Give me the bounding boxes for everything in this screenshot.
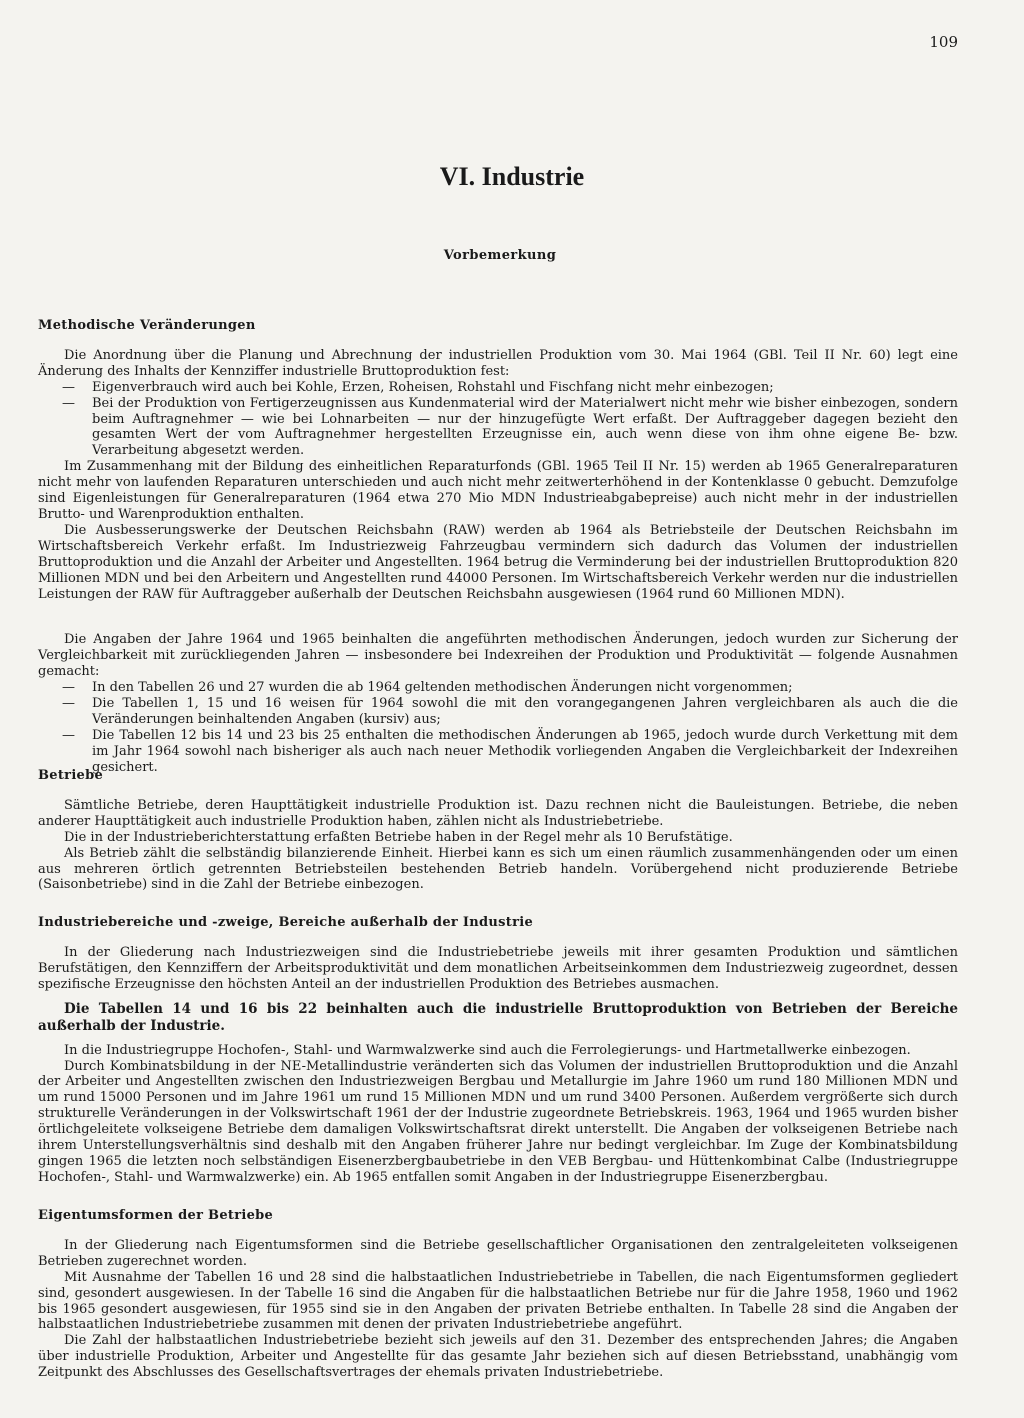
paragraph: Sämtliche Betriebe, deren Haupttätigkeit industrielle Produktion ist. Dazu rechnen nicht die Bauleistungen. Betriebe, die neben anderer Haupttätigkeit auch industrielle Produktion haben, zählen nicht als Industriebetriebe. xyxy=(38,797,958,829)
section-heading: Methodische Veränderungen xyxy=(38,318,256,333)
section-heading: Eigentumsformen der Betriebe xyxy=(38,1208,274,1223)
paragraph: Die Zahl der halbstaatlichen Industriebetriebe bezieht sich jeweils auf den 31. Dezember des entsprechenden Jahres; die Angaben über industrielle Produktion, Arbeiter und Angestellte für das gesamte Jahr beziehen sich auf diesen Betriebsstand, unabhängig vom Zeitpunkt des Abschlusses des Gesellschaftsvertrages der ehemals privaten Industriebetriebe. xyxy=(38,1333,958,1381)
dash-list xyxy=(38,380,958,460)
section-heading: Industriebereiche und -zweige, Bereiche außerhalb der Industrie xyxy=(38,915,534,930)
list-item: — Eigenverbrauch wird auch bei Kohle, Erzen, Roheisen, Rohstahl und Fischfang nicht mehr einbezogen; xyxy=(62,380,958,396)
list-item: — Die Tabellen 1, 15 und 16 weisen für 1964 sowohl die mit den vorangegangenen Jahren vergleichbaren als auch die die Veränderungen beinhaltenden Angaben (kursiv) aus; xyxy=(62,696,958,728)
paragraph: In die Industriegruppe Hochofen-, Stahl- und Warmwalzwerke sind auch die Ferrolegierungs- und Hartmetallwerke einbezogen. xyxy=(64,1042,911,1058)
paragraph: In der Gliederung nach Eigentumsformen sind die Betriebe gesellschaftlicher Organisationen den zentralgeleiteten volkseigenen Betrieben zugerechnet worden. xyxy=(38,1237,958,1269)
section-industriebereiche xyxy=(38,915,958,1186)
chapter-title: VI. Industrie xyxy=(439,162,585,191)
paragraph: Die in der Industrieberichterstattung erfaßten Betriebe haben in der Regel mehr als 10 Berufstätige. xyxy=(64,829,733,845)
paragraph: Die Anordnung über die Planung und Abrechnung der industriellen Produktion vom 30. Mai 1964 (GBl. Teil II Nr. 60) legt eine Änderung des Inhalts der Kennziffer industrielle Bruttoproduktion fest: xyxy=(38,347,958,379)
paragraph: Im Zusammenhang mit der Bildung des einheitlichen Reparaturfonds (GBl. 1965 Teil II Nr. 15) werden ab 1965 Generalreparaturen nicht mehr von laufenden Reparaturen unterschieden und auch nicht mehr zeitwerterhöhend in der Kontenklasse 0 gebucht. Demzufolge sind Eigenleistungen für Generalreparaturen (1964 etwa 270 Mio MDN Industrieabgabepreise) auch nicht mehr in der industriellen Brutto- und Warenproduktion enthalten. xyxy=(38,459,958,522)
section-eigentumsformen xyxy=(38,1208,958,1381)
list-item: — In den Tabellen 26 und 27 wurden die ab 1964 geltenden methodischen Änderungen nicht vorgenommen; xyxy=(62,680,958,696)
paragraph: Die Ausbesserungswerke der Deutschen Reichsbahn (RAW) werden ab 1964 als Betriebsteile der Deutschen Reichsbahn im Wirtschaftsbereich Verkehr erfaßt. Im Industriezweig Fahrzeugbau vermindern sich dadurch das Volumen der industriellen Bruttoproduktion und die Anzahl der Arbeiter und Angestellten. 1964 betrug die Verminderung bei der industriellen Bruttoproduktion 820 Millionen MDN und bei den Arbeitern und Angestellten rund 44000 Personen. Im Wirtschaftsbereich Verkehr werden nur die industriellen Leistungen der RAW für Auftraggeber außerhalb der Deutschen Reichsbahn ausgewiesen (1964 rund 60 Millionen MDN). xyxy=(38,522,958,602)
list-item: — Bei der Produktion von Fertigerzeugnissen aus Kundenmaterial wird der Materialwert nicht mehr wie bisher einbezogen, sondern beim Auftragnehmer — wie bei Lohnarbeiten — nur der hinzugefügte Wert erfaßt. Der Auftraggeber dagegen bezieht den gesamten Wert der vom Auftragnehmer hergestellten Erzeugnisse ein, auch wenn diese von ihm ohne eigene Be- bzw. Verarbeitung abgesetzt werden. xyxy=(62,396,958,460)
dash-list xyxy=(38,680,958,775)
section-heading: Betriebe xyxy=(38,768,104,783)
section-betriebe xyxy=(38,768,958,893)
list-item: — Die Tabellen 12 bis 14 und 23 bis 25 enthalten die methodischen Änderungen ab 1965, jedoch wurde durch Verkettung mit dem im Jahr 1964 sowohl nach bisheriger als auch nach neuer Methodik vorliegenden Angaben die Vergleichbarkeit der Indexreihen gesichert. xyxy=(62,728,958,776)
subtitle: Vorbemerkung xyxy=(443,248,557,263)
paragraph: In der Gliederung nach Industriezweigen sind die Industriebetriebe jeweils mit ihrer gesamten Produktion und sämtlichen Berufstätigen, den Kennziffern der Arbeitsproduktivität und dem monatlichen Arbeitseinkommen dem Industriezweig zugeordnet, dessen spezifische Erzeugnisse den höchsten Anteil an der industriellen Produktion des Betriebes ausmachen. xyxy=(38,944,958,992)
bold-paragraph: Die Tabellen 14 und 16 bis 22 beinhalten auch die industrielle Bruttoproduktion von Betrieben der Bereiche außerhalb der Industrie. xyxy=(38,1000,958,1034)
paragraph: Die Angaben der Jahre 1964 und 1965 beinhalten die angeführten methodischen Änderungen, jedoch wurden zur Sicherung der Vergleichbarkeit mit zurückliegenden Jahren — insbesondere bei Indexreihen der Produktion und Produktivität — folgende Ausnahmen gemacht: xyxy=(38,632,958,680)
paragraph: Als Betrieb zählt die selbständig bilanzierende Einheit. Hierbei kann es sich um einen räumlich zusammenhängenden oder um einen aus mehreren örtlich getrennten Betriebsteilen bestehenden Betrieb handeln. Vorübergehend nicht produzierende Betriebe (Saisonbetriebe) sind in die Zahl der Betriebe einbezogen. xyxy=(38,845,958,893)
paragraph: Mit Ausnahme der Tabellen 16 und 28 sind die halbstaatlichen Industriebetriebe in Tabellen, die nach Eigentumsformen gegliedert sind, gesondert ausgewiesen. In der Tabelle 16 sind die Angaben für die halbstaatlichen Betriebe nur für die Jahre 1958, 1960 und 1962 bis 1965 gesondert ausgewiesen, für 1955 sind sie in den Angaben der privaten Betriebe enthalten. In Tabelle 28 sind die Angaben der halbstaatlichen Industriebetriebe zusammen mit denen der privaten Industriebetriebe angeführt. xyxy=(38,1269,958,1333)
paragraph: Durch Kombinatsbildung in der NE-Metallindustrie veränderten sich das Volumen der industriellen Bruttoproduktion und die Anzahl der Arbeiter und Angestellten zwischen den Industriezweigen Bergbau und Metallurgie im Jahre 1960 um rund 180 Millionen MDN und um rund 15000 Personen und im Jahre 1961 um rund 15 Millionen MDN und um rund 3400 Personen. Außerdem vergrößerte sich durch strukturelle Veränderungen in der Volkswirtschaft 1961 der der Industrie zugeordnete Betriebskreis. 1963, 1964 und 1965 wurden bisher örtlichgeleitete volkseigene Betriebe dem damaligen Volkswirtschaftsrat direkt unterstellt. Die Angaben der volkseigenen Betriebe nach ihrem Unterstellungsverhältnis sind deshalb mit den Angaben früherer Jahre nur bedingt vergleichbar. Im Zuge der Kombinatsbildung gingen 1965 die letzten noch selbständigen Eisenerzbergbaubetriebe in den VEB Bergbau- und Hüttenkombinat Calbe (Industriegruppe Hochofen-, Stahl- und Warmwalzwerke) ein. Ab 1965 entfallen somit Angaben in der Industriegruppe Eisenerzbergbau. xyxy=(38,1058,958,1185)
page-number: 109 xyxy=(929,33,958,51)
section-methodische-veraenderungen xyxy=(38,318,958,776)
